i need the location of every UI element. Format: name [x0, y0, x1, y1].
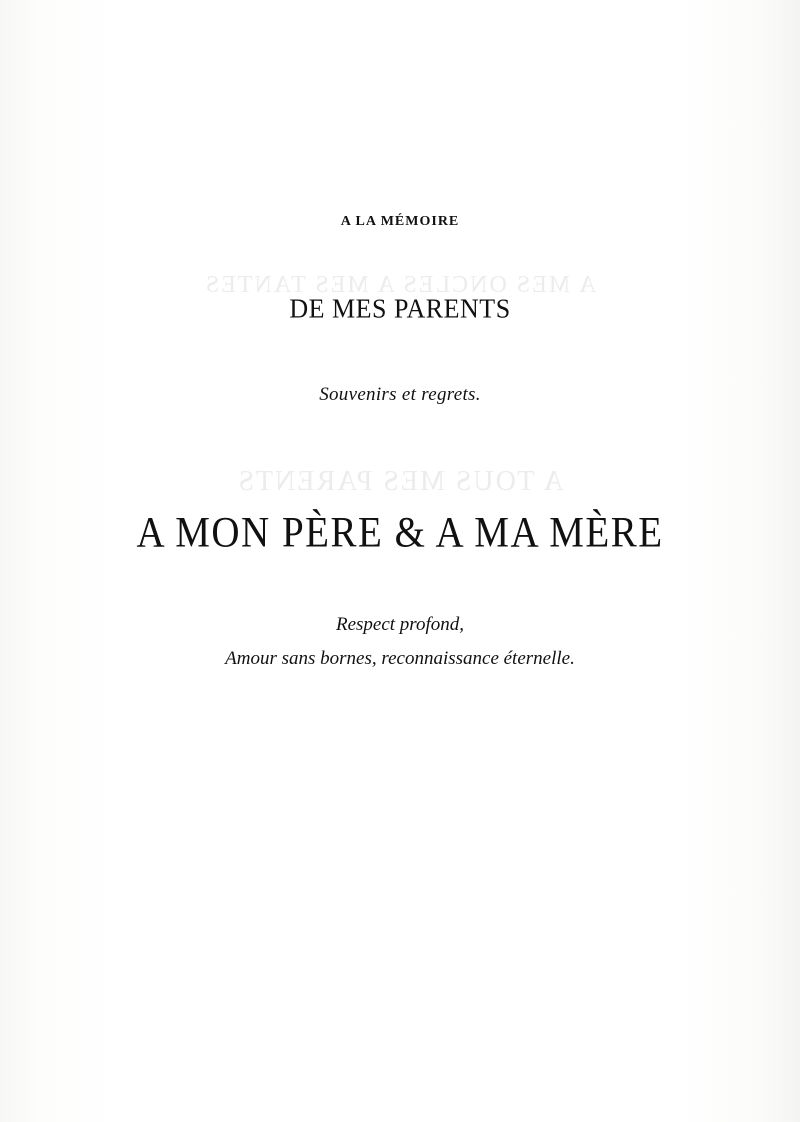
parents-subtitle: Souvenirs et regrets. — [319, 384, 481, 405]
main-dedication: A MON PÈRE & A MA MÈRE — [136, 508, 664, 557]
dedication-intro: A LA MÉMOIRE — [340, 214, 460, 229]
parents-title: DE MES PARENTS — [289, 293, 511, 324]
closing-line-1: Respect profond, — [335, 614, 465, 635]
show-through-ghost-text: A MES ONCLES A MES TANTES — [203, 272, 597, 298]
show-through-ghost-text: A TOUS MES PARENTS — [236, 466, 564, 497]
closing-line-2: Amour sans bornes, reconnaissance éternelle. — [225, 648, 575, 669]
